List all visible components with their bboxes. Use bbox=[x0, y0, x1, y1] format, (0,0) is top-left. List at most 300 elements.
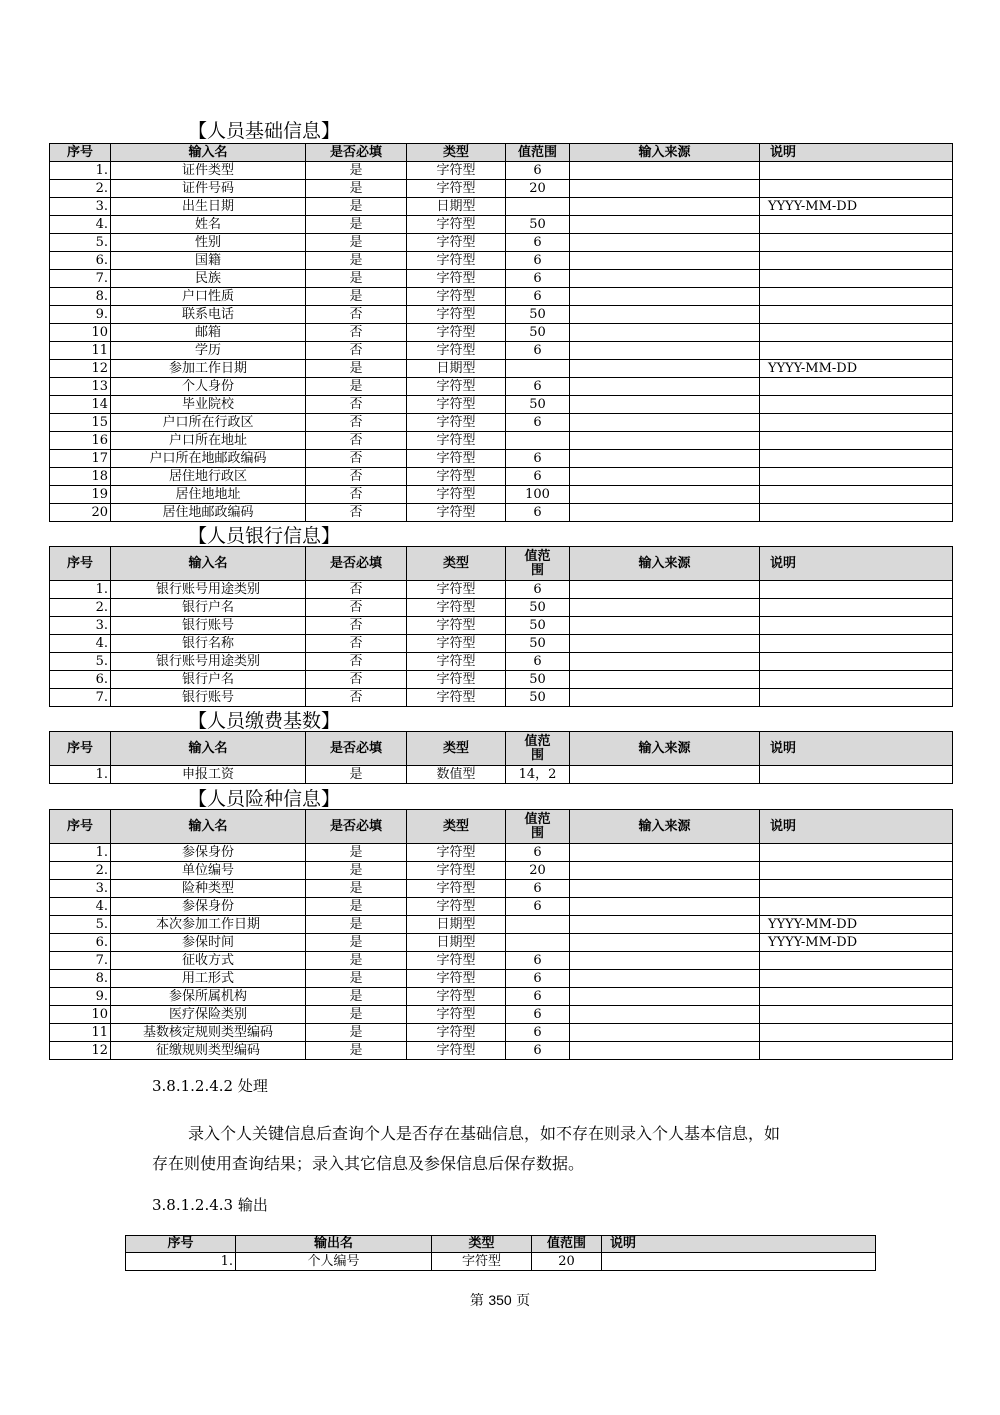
table-cell: 否 bbox=[306, 671, 407, 689]
table-cell: 2. bbox=[50, 599, 111, 617]
table-cell bbox=[760, 234, 953, 252]
table-cell: YYYY-MM-DD bbox=[760, 198, 953, 216]
column-header: 输入名 bbox=[111, 547, 306, 581]
table-row bbox=[50, 396, 953, 414]
table-cell: 50 bbox=[506, 635, 570, 653]
table-cell: 申报工资 bbox=[111, 766, 306, 784]
table-cell: 单位编号 bbox=[111, 862, 306, 880]
table-cell bbox=[760, 898, 953, 916]
table-cell: 否 bbox=[306, 468, 407, 486]
table-cell: 否 bbox=[306, 414, 407, 432]
table-cell bbox=[570, 288, 760, 306]
column-header: 值范围 bbox=[532, 1236, 602, 1253]
table-row bbox=[50, 1024, 953, 1042]
table-row bbox=[50, 306, 953, 324]
table-row bbox=[50, 216, 953, 234]
table-cell: 否 bbox=[306, 689, 407, 707]
column-header: 类型 bbox=[432, 1236, 532, 1253]
column-header: 说明 bbox=[760, 810, 953, 844]
table-row bbox=[50, 766, 953, 784]
table-row bbox=[50, 617, 953, 635]
processing-heading: 3.8.1.2.4.2 处理 bbox=[152, 1077, 268, 1095]
column-header: 输入来源 bbox=[570, 144, 760, 162]
table-row bbox=[50, 635, 953, 653]
table-cell: YYYY-MM-DD bbox=[760, 934, 953, 952]
table-cell bbox=[506, 360, 570, 378]
table-cell: 11 bbox=[50, 342, 111, 360]
table-cell: 字符型 bbox=[407, 270, 506, 288]
table-cell: 50 bbox=[506, 617, 570, 635]
table-cell bbox=[760, 653, 953, 671]
table-cell: 是 bbox=[306, 180, 407, 198]
table-cell: 字符型 bbox=[407, 432, 506, 450]
table-cell: 5. bbox=[50, 234, 111, 252]
table-cell: YYYY-MM-DD bbox=[760, 360, 953, 378]
table-cell bbox=[602, 1253, 876, 1271]
table-row bbox=[50, 432, 953, 450]
table-cell: 字符型 bbox=[407, 635, 506, 653]
table-row bbox=[50, 288, 953, 306]
table-cell bbox=[570, 581, 760, 599]
table-cell: 字符型 bbox=[407, 581, 506, 599]
table-row bbox=[50, 360, 953, 378]
table-cell: 20 bbox=[506, 180, 570, 198]
table-cell: 20 bbox=[532, 1253, 602, 1271]
table-cell: 8. bbox=[50, 970, 111, 988]
table-cell: 6 bbox=[506, 504, 570, 522]
column-header: 序号 bbox=[50, 144, 111, 162]
table-cell bbox=[760, 342, 953, 360]
table-cell: 字符型 bbox=[407, 844, 506, 862]
table-cell bbox=[570, 468, 760, 486]
table-cell: 6 bbox=[506, 288, 570, 306]
table-cell: 50 bbox=[506, 689, 570, 707]
table-cell bbox=[506, 934, 570, 952]
table-cell: 7. bbox=[50, 952, 111, 970]
table-cell: 参保身份 bbox=[111, 898, 306, 916]
table-cell: 联系电话 bbox=[111, 306, 306, 324]
column-header: 说明 bbox=[602, 1236, 876, 1253]
table-cell: 4. bbox=[50, 898, 111, 916]
table-cell bbox=[570, 599, 760, 617]
table-cell: 6 bbox=[506, 162, 570, 180]
table-cell bbox=[760, 504, 953, 522]
table-cell: 6 bbox=[506, 988, 570, 1006]
table-cell: 字符型 bbox=[407, 1024, 506, 1042]
table-cell bbox=[760, 844, 953, 862]
table-cell: 50 bbox=[506, 216, 570, 234]
table-cell: 17 bbox=[50, 450, 111, 468]
table-cell: 字符型 bbox=[407, 306, 506, 324]
table-cell bbox=[760, 581, 953, 599]
column-header: 输入来源 bbox=[570, 810, 760, 844]
column-header: 说明 bbox=[760, 547, 953, 581]
table-cell: 银行名称 bbox=[111, 635, 306, 653]
column-header: 是否必填 bbox=[306, 732, 407, 766]
table-cell bbox=[760, 486, 953, 504]
table-cell: 8. bbox=[50, 288, 111, 306]
table-cell bbox=[760, 689, 953, 707]
table-cell bbox=[760, 468, 953, 486]
table-cell bbox=[570, 970, 760, 988]
column-header: 是否必填 bbox=[306, 547, 407, 581]
table-cell bbox=[506, 198, 570, 216]
table-row bbox=[50, 378, 953, 396]
table-cell bbox=[760, 180, 953, 198]
table-cell: 否 bbox=[306, 599, 407, 617]
table-cell: 是 bbox=[306, 916, 407, 934]
table-cell bbox=[570, 934, 760, 952]
table-row bbox=[50, 180, 953, 198]
table-cell: 6 bbox=[506, 1006, 570, 1024]
basic-info-table bbox=[49, 143, 953, 522]
table-cell: 字符型 bbox=[407, 970, 506, 988]
table-row bbox=[50, 1006, 953, 1024]
table-cell: 医疗保险类别 bbox=[111, 1006, 306, 1024]
table-cell: 字符型 bbox=[407, 880, 506, 898]
table-cell bbox=[570, 324, 760, 342]
table-cell: 6 bbox=[506, 1042, 570, 1060]
table-cell: 字符型 bbox=[407, 671, 506, 689]
table-cell: 征收方式 bbox=[111, 952, 306, 970]
table-cell: 银行户名 bbox=[111, 671, 306, 689]
table-cell: 字符型 bbox=[407, 653, 506, 671]
table-cell bbox=[570, 671, 760, 689]
table-cell: 是 bbox=[306, 1024, 407, 1042]
table-cell: 是 bbox=[306, 360, 407, 378]
table-cell: 字符型 bbox=[407, 252, 506, 270]
column-header: 输入名 bbox=[111, 810, 306, 844]
page-number: 350 bbox=[488, 1292, 512, 1308]
table-row bbox=[50, 916, 953, 934]
table-cell bbox=[570, 952, 760, 970]
table-cell bbox=[760, 1042, 953, 1060]
table-cell: 字符型 bbox=[407, 216, 506, 234]
table-cell: 14，2 bbox=[506, 766, 570, 784]
table-cell bbox=[506, 916, 570, 934]
table-cell: 6 bbox=[506, 414, 570, 432]
table-cell: 字符型 bbox=[407, 1006, 506, 1024]
table-cell: 否 bbox=[306, 581, 407, 599]
table-cell bbox=[570, 306, 760, 324]
table-cell bbox=[506, 432, 570, 450]
table-row bbox=[50, 862, 953, 880]
table-cell bbox=[570, 162, 760, 180]
table-cell: 日期型 bbox=[407, 934, 506, 952]
table-row bbox=[50, 599, 953, 617]
table-cell: 户口所在地址 bbox=[111, 432, 306, 450]
table-cell: 3. bbox=[50, 198, 111, 216]
table-cell: 9. bbox=[50, 306, 111, 324]
table-cell: 10 bbox=[50, 324, 111, 342]
table-cell bbox=[570, 916, 760, 934]
table-cell: 证件类型 bbox=[111, 162, 306, 180]
table-cell: 字符型 bbox=[407, 396, 506, 414]
table-cell: 9. bbox=[50, 988, 111, 1006]
table-cell: 6 bbox=[506, 653, 570, 671]
table-cell: 10 bbox=[50, 1006, 111, 1024]
table-cell: 4. bbox=[50, 216, 111, 234]
table-cell: 字符型 bbox=[432, 1253, 532, 1271]
table-cell: 字符型 bbox=[407, 450, 506, 468]
table-cell: 否 bbox=[306, 306, 407, 324]
table-cell: 字符型 bbox=[407, 342, 506, 360]
table-cell bbox=[570, 432, 760, 450]
table-cell: 字符型 bbox=[407, 862, 506, 880]
table-cell: 字符型 bbox=[407, 617, 506, 635]
table-row bbox=[50, 689, 953, 707]
table-cell: 18 bbox=[50, 468, 111, 486]
table-cell: 19 bbox=[50, 486, 111, 504]
column-header: 值范围 bbox=[506, 732, 570, 766]
table-cell: 本次参加工作日期 bbox=[111, 916, 306, 934]
table-cell: 是 bbox=[306, 880, 407, 898]
table-cell: 个人身份 bbox=[111, 378, 306, 396]
table-cell bbox=[570, 396, 760, 414]
table-cell: 100 bbox=[506, 486, 570, 504]
table-cell bbox=[570, 342, 760, 360]
table-cell bbox=[570, 617, 760, 635]
table-cell bbox=[570, 378, 760, 396]
column-header: 类型 bbox=[407, 144, 506, 162]
table-cell: 6 bbox=[506, 252, 570, 270]
table-cell: 6 bbox=[506, 970, 570, 988]
table-cell: 户口所在行政区 bbox=[111, 414, 306, 432]
table-cell bbox=[570, 653, 760, 671]
column-header: 序号 bbox=[126, 1236, 236, 1253]
table-cell: 银行账号 bbox=[111, 617, 306, 635]
column-header: 值范围 bbox=[506, 144, 570, 162]
table-cell bbox=[760, 432, 953, 450]
table-cell: 6 bbox=[506, 270, 570, 288]
table-cell bbox=[760, 1006, 953, 1024]
table-cell bbox=[760, 1024, 953, 1042]
table-cell: 14 bbox=[50, 396, 111, 414]
table-cell: 字符型 bbox=[407, 324, 506, 342]
table-cell: 50 bbox=[506, 396, 570, 414]
table-row bbox=[50, 988, 953, 1006]
table-row bbox=[50, 252, 953, 270]
table-cell: 参保身份 bbox=[111, 844, 306, 862]
table-cell: 户口性质 bbox=[111, 288, 306, 306]
table-row bbox=[50, 952, 953, 970]
output-table bbox=[125, 1235, 876, 1271]
table-cell: 4. bbox=[50, 635, 111, 653]
table-cell: 用工形式 bbox=[111, 970, 306, 988]
table-cell: 银行账号用途类别 bbox=[111, 653, 306, 671]
table-cell: 是 bbox=[306, 162, 407, 180]
table-cell: 是 bbox=[306, 378, 407, 396]
table-row bbox=[50, 1042, 953, 1060]
table-cell: 6 bbox=[506, 450, 570, 468]
table-cell bbox=[570, 360, 760, 378]
page-footer bbox=[0, 1290, 1000, 1310]
column-header: 输入名 bbox=[111, 144, 306, 162]
table-cell: 字符型 bbox=[407, 162, 506, 180]
table-row bbox=[50, 198, 953, 216]
table-cell: 15 bbox=[50, 414, 111, 432]
table-cell: 否 bbox=[306, 617, 407, 635]
table-cell: 6 bbox=[506, 342, 570, 360]
table-row bbox=[50, 934, 953, 952]
table-cell: 是 bbox=[306, 934, 407, 952]
table-cell bbox=[760, 970, 953, 988]
column-header: 值范围 bbox=[506, 547, 570, 581]
table-cell bbox=[760, 599, 953, 617]
table-cell bbox=[570, 414, 760, 432]
table-row bbox=[50, 671, 953, 689]
table-cell: 50 bbox=[506, 324, 570, 342]
table-cell: 基数核定规则类型编码 bbox=[111, 1024, 306, 1042]
table-cell: 字符型 bbox=[407, 234, 506, 252]
table-cell: 2. bbox=[50, 862, 111, 880]
table-cell bbox=[570, 635, 760, 653]
table-cell: 50 bbox=[506, 306, 570, 324]
table-cell: 字符型 bbox=[407, 378, 506, 396]
table-cell: 否 bbox=[306, 450, 407, 468]
table-cell: 是 bbox=[306, 288, 407, 306]
contribution-base-table bbox=[49, 731, 953, 784]
table-cell: 50 bbox=[506, 671, 570, 689]
table-cell: 是 bbox=[306, 270, 407, 288]
processing-text-line1: 录入个人关键信息后查询个人是否存在基础信息，如不存在则录入个人基本信息，如 bbox=[188, 1124, 781, 1143]
table-cell: 是 bbox=[306, 988, 407, 1006]
table-cell bbox=[570, 504, 760, 522]
table-row bbox=[50, 504, 953, 522]
table-cell bbox=[570, 1006, 760, 1024]
column-header: 说明 bbox=[760, 144, 953, 162]
table-cell: 日期型 bbox=[407, 360, 506, 378]
table-cell: 居住地地址 bbox=[111, 486, 306, 504]
table-cell bbox=[570, 880, 760, 898]
table-cell: 字符型 bbox=[407, 689, 506, 707]
table-cell: 6 bbox=[506, 880, 570, 898]
table-row bbox=[50, 486, 953, 504]
table-cell bbox=[570, 766, 760, 784]
table-cell: 6 bbox=[506, 378, 570, 396]
table-cell: 50 bbox=[506, 599, 570, 617]
output-heading: 3.8.1.2.4.3 输出 bbox=[152, 1196, 268, 1214]
column-header: 序号 bbox=[50, 547, 111, 581]
footer-suffix: 页 bbox=[516, 1293, 531, 1309]
table-cell bbox=[570, 844, 760, 862]
table-cell: 1. bbox=[50, 162, 111, 180]
table-cell: 银行户名 bbox=[111, 599, 306, 617]
table-row bbox=[50, 450, 953, 468]
table-cell: 字符型 bbox=[407, 414, 506, 432]
column-header: 输出名 bbox=[236, 1236, 432, 1253]
bank-info-table bbox=[49, 546, 953, 707]
table-cell: 是 bbox=[306, 844, 407, 862]
table-cell: 12 bbox=[50, 360, 111, 378]
table-cell: 是 bbox=[306, 1042, 407, 1060]
table-cell: 出生日期 bbox=[111, 198, 306, 216]
table-cell bbox=[570, 1024, 760, 1042]
table-cell: 6. bbox=[50, 252, 111, 270]
table-cell: 否 bbox=[306, 396, 407, 414]
table-cell: 5. bbox=[50, 916, 111, 934]
table-row bbox=[50, 414, 953, 432]
table-cell: 居住地邮政编码 bbox=[111, 504, 306, 522]
table-cell: 是 bbox=[306, 862, 407, 880]
table-cell bbox=[760, 216, 953, 234]
table-cell: 日期型 bbox=[407, 198, 506, 216]
table-cell: 字符型 bbox=[407, 180, 506, 198]
table-cell: 20 bbox=[506, 862, 570, 880]
table-cell: 1. bbox=[126, 1253, 236, 1271]
table-cell: 学历 bbox=[111, 342, 306, 360]
table-cell bbox=[570, 180, 760, 198]
table-cell: 6. bbox=[50, 671, 111, 689]
table-cell: 毕业院校 bbox=[111, 396, 306, 414]
table-row bbox=[50, 234, 953, 252]
table-cell bbox=[760, 862, 953, 880]
column-header: 输入名 bbox=[111, 732, 306, 766]
table-cell: 否 bbox=[306, 504, 407, 522]
table-cell bbox=[760, 617, 953, 635]
column-header: 值范围 bbox=[506, 810, 570, 844]
table-cell: 11 bbox=[50, 1024, 111, 1042]
table-cell: 6 bbox=[506, 1024, 570, 1042]
table-cell: 2. bbox=[50, 180, 111, 198]
table-cell bbox=[760, 306, 953, 324]
section-title-insurance: 【人员险种信息】 bbox=[188, 788, 341, 810]
table-cell bbox=[760, 252, 953, 270]
table-cell: 字符型 bbox=[407, 288, 506, 306]
table-cell: 险种类型 bbox=[111, 880, 306, 898]
table-cell: 1. bbox=[50, 766, 111, 784]
table-cell: 1. bbox=[50, 844, 111, 862]
table-cell bbox=[570, 988, 760, 1006]
table-row bbox=[50, 970, 953, 988]
table-cell bbox=[760, 450, 953, 468]
column-header: 序号 bbox=[50, 810, 111, 844]
table-cell: 6. bbox=[50, 934, 111, 952]
table-cell: 12 bbox=[50, 1042, 111, 1060]
table-cell: 否 bbox=[306, 324, 407, 342]
table-row bbox=[50, 324, 953, 342]
table-cell bbox=[760, 288, 953, 306]
table-cell bbox=[760, 671, 953, 689]
table-cell: 字符型 bbox=[407, 468, 506, 486]
column-header: 序号 bbox=[50, 732, 111, 766]
table-cell: 6 bbox=[506, 952, 570, 970]
table-cell: 1. bbox=[50, 581, 111, 599]
table-cell: 6 bbox=[506, 844, 570, 862]
table-cell bbox=[570, 198, 760, 216]
table-cell bbox=[570, 450, 760, 468]
table-cell: 7. bbox=[50, 270, 111, 288]
table-row bbox=[50, 162, 953, 180]
table-cell: 证件号码 bbox=[111, 180, 306, 198]
insurance-info-table bbox=[49, 809, 953, 1060]
table-cell: 否 bbox=[306, 635, 407, 653]
table-cell: 5. bbox=[50, 653, 111, 671]
table-row bbox=[50, 898, 953, 916]
table-cell: 字符型 bbox=[407, 988, 506, 1006]
column-header: 是否必填 bbox=[306, 810, 407, 844]
table-cell: YYYY-MM-DD bbox=[760, 916, 953, 934]
table-cell: 是 bbox=[306, 766, 407, 784]
table-cell bbox=[760, 414, 953, 432]
table-cell: 银行账号 bbox=[111, 689, 306, 707]
table-cell bbox=[570, 252, 760, 270]
table-cell: 字符型 bbox=[407, 486, 506, 504]
table-cell: 是 bbox=[306, 216, 407, 234]
table-cell: 参加工作日期 bbox=[111, 360, 306, 378]
table-cell bbox=[760, 635, 953, 653]
table-cell: 银行账号用途类别 bbox=[111, 581, 306, 599]
